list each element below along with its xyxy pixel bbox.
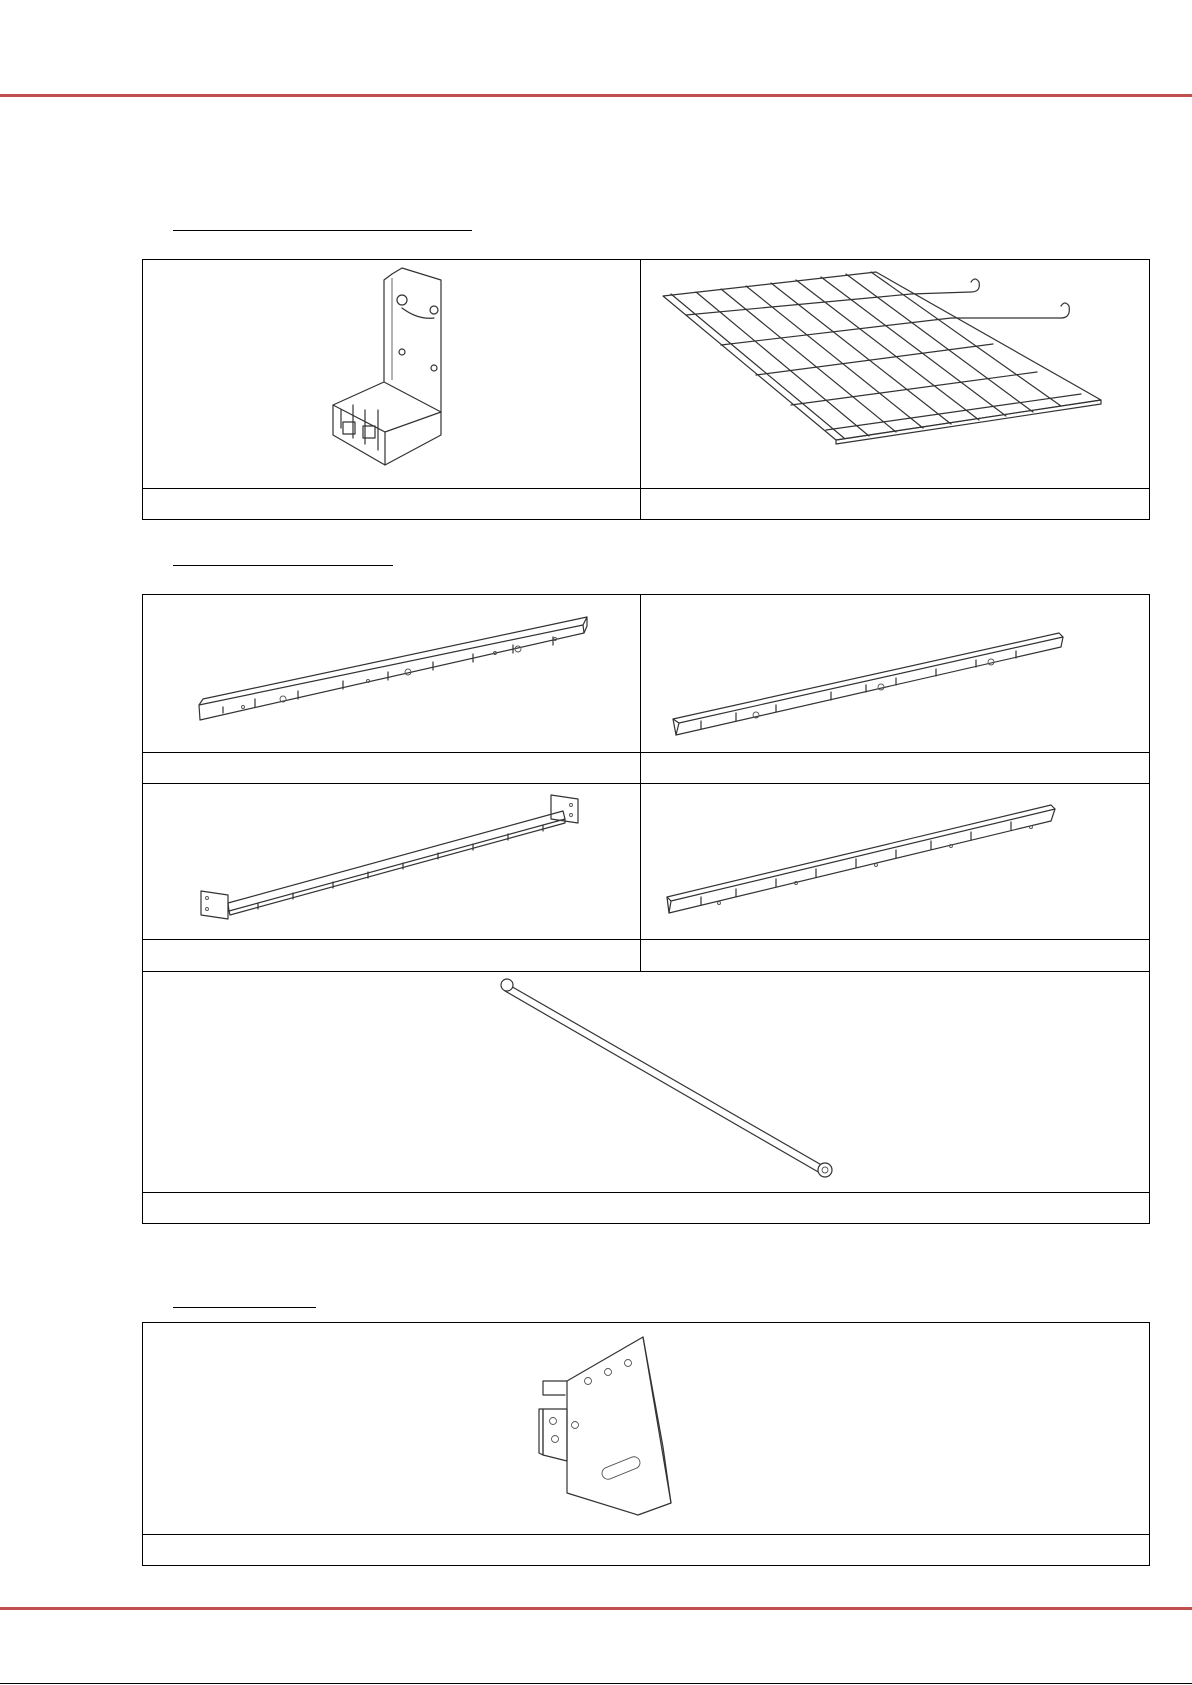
part-image-cell	[641, 595, 1149, 752]
footer-separator	[0, 1683, 1192, 1684]
l-bracket-drawing	[143, 260, 640, 488]
parts-table-2	[142, 594, 1150, 1224]
part-caption	[143, 1534, 1149, 1565]
part-caption	[143, 752, 640, 783]
notched-angle-rail-drawing	[641, 783, 1149, 939]
parts-table-1	[142, 259, 1150, 520]
rail-with-end-brackets-drawing	[143, 783, 640, 939]
part-caption	[143, 1192, 1149, 1223]
parts-table-3	[142, 1322, 1150, 1566]
section-heading-2	[173, 545, 393, 566]
mounting-plate-drawing	[143, 1323, 1149, 1534]
slotted-rail-drawing	[143, 595, 640, 752]
footer-rule	[0, 1607, 1192, 1610]
part-caption	[641, 939, 1149, 971]
slotted-angle-rail-drawing	[641, 595, 1149, 752]
part-caption	[641, 752, 1149, 783]
header-rule	[0, 94, 1192, 97]
part-caption	[641, 488, 1149, 519]
part-image-cell	[641, 783, 1149, 939]
round-rod-drawing	[143, 971, 1149, 1192]
part-image-cell	[143, 595, 640, 752]
part-image-cell	[143, 1323, 1149, 1534]
part-image-cell	[143, 783, 640, 939]
part-image-cell	[641, 260, 1149, 488]
part-image-cell	[143, 971, 1149, 1192]
part-caption	[143, 939, 640, 971]
part-caption	[143, 488, 640, 519]
wire-shelf-grid-drawing	[641, 260, 1149, 488]
section-heading-1	[173, 210, 472, 231]
part-image-cell	[143, 260, 640, 488]
section-heading-3	[173, 1287, 316, 1308]
